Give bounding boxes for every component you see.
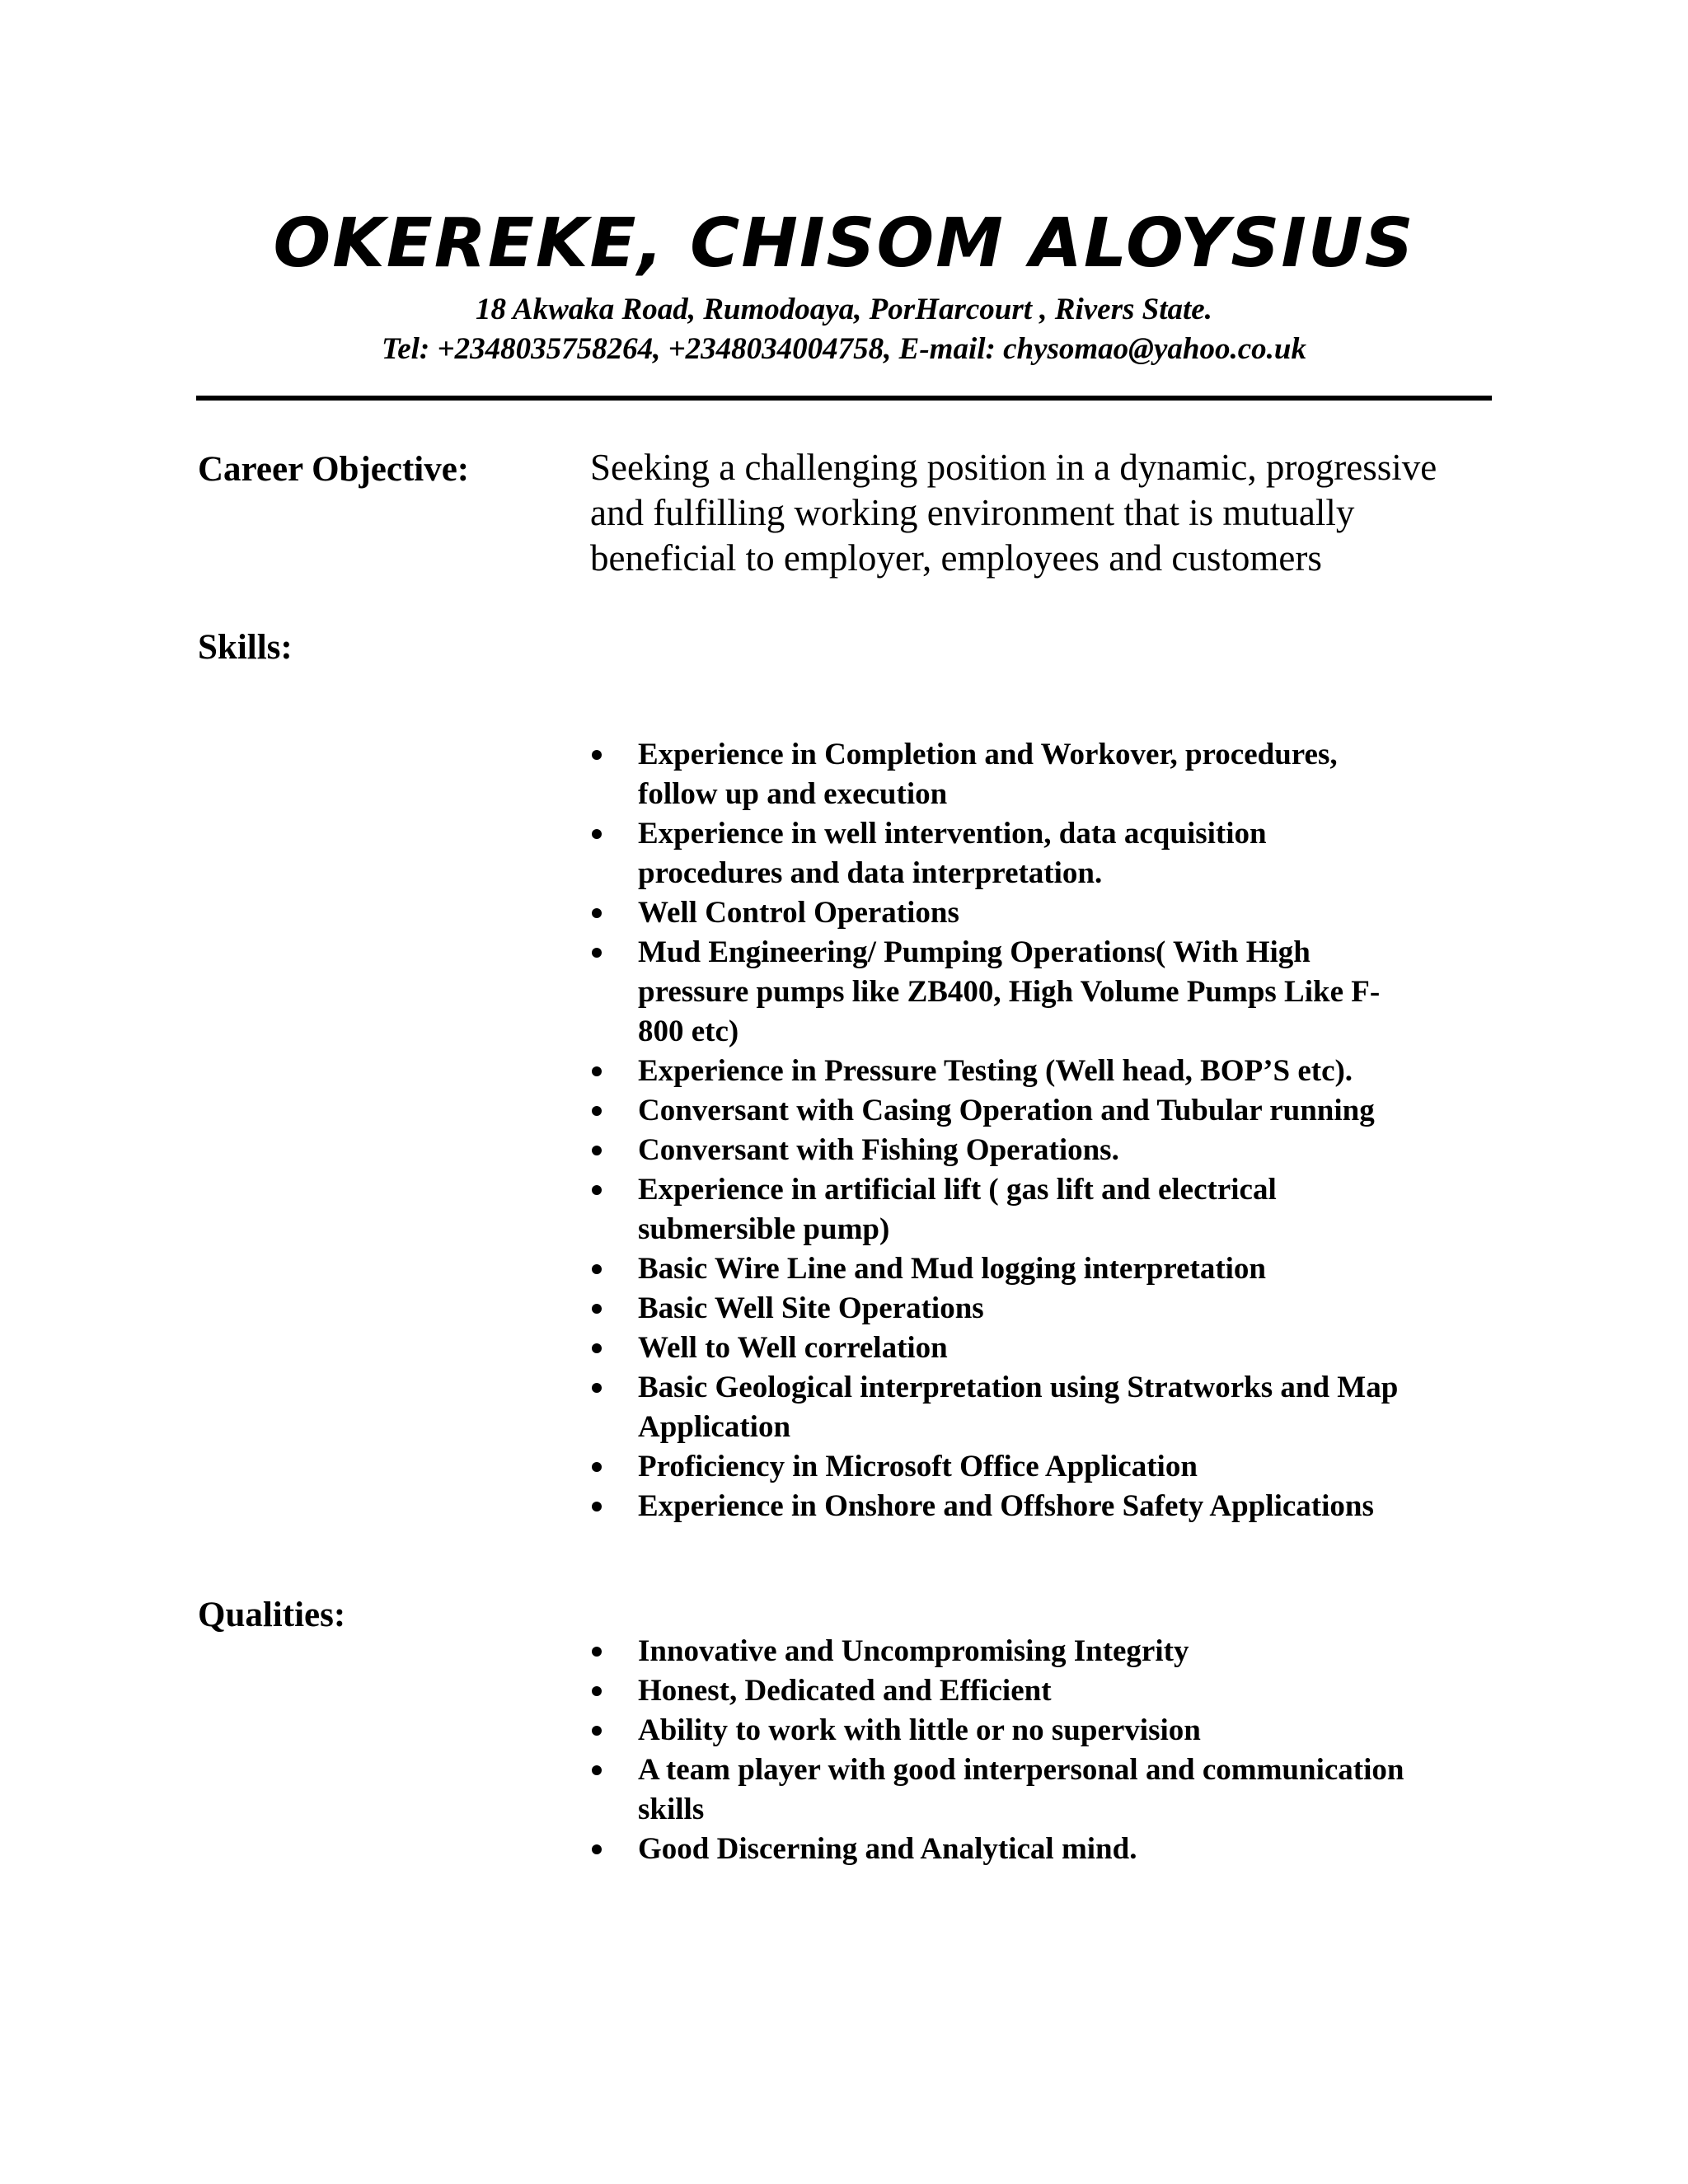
bullet-icon bbox=[592, 1686, 602, 1696]
skill-item bbox=[590, 814, 1505, 893]
skill-item-text: Basic Well Site Operations bbox=[638, 1291, 984, 1325]
skill-item-text: Experience in artificial lift ( gas lift and electrical bbox=[638, 1173, 1277, 1207]
skill-item-text: Well Control Operations bbox=[638, 896, 959, 930]
qualitie-item-text: skills bbox=[638, 1793, 705, 1826]
bullet-icon bbox=[592, 1502, 602, 1511]
objective-line: and fulfilling working environment that is mutually bbox=[590, 492, 1355, 533]
skill-item bbox=[590, 1447, 1505, 1487]
bullet-icon bbox=[592, 1343, 602, 1353]
bullet-icon bbox=[592, 1383, 602, 1393]
qualitie-item bbox=[590, 1711, 1505, 1750]
bullet-icon bbox=[592, 1726, 602, 1736]
skill-item bbox=[590, 1131, 1505, 1170]
skill-item-text: Conversant with Fishing Operations. bbox=[638, 1133, 1119, 1167]
skill-item bbox=[590, 1249, 1505, 1289]
bullet-icon bbox=[592, 1844, 602, 1854]
skill-item-text: Mud Engineering/ Pumping Operations( With High bbox=[638, 935, 1311, 969]
bullet-icon bbox=[592, 1146, 602, 1155]
skill-item-text: Proficiency in Microsoft Office Application bbox=[638, 1450, 1198, 1483]
qualities-label: Qualities: bbox=[198, 1596, 346, 1634]
qualitie-item bbox=[590, 1750, 1505, 1830]
skill-item bbox=[590, 1368, 1505, 1447]
qualitie-item-text: Ability to work with little or no supervision bbox=[638, 1713, 1201, 1747]
bullet-icon bbox=[592, 1647, 602, 1657]
address-line: 18 Akwaka Road, Rumodoaya, PorHarcourt , Rivers State. bbox=[476, 293, 1212, 326]
skill-item bbox=[590, 1487, 1505, 1526]
bullet-icon bbox=[592, 908, 602, 918]
qualitie-item bbox=[590, 1671, 1505, 1711]
skill-item-text: Application bbox=[638, 1410, 791, 1444]
objective-line: Seeking a challenging position in a dynamic, progressive bbox=[590, 447, 1437, 488]
qualitie-item-text: A team player with good interpersonal and communication bbox=[638, 1753, 1404, 1787]
qualitie-item bbox=[590, 1830, 1505, 1869]
bullet-icon bbox=[592, 1106, 602, 1116]
skill-item bbox=[590, 735, 1505, 814]
skill-item-text: 800 etc) bbox=[638, 1015, 739, 1048]
career-objective-text bbox=[590, 445, 1513, 581]
skill-item-text: Experience in well intervention, data acquisition bbox=[638, 817, 1267, 851]
skill-item-text: pressure pumps like ZB400, High Volume Pumps Like F- bbox=[638, 975, 1381, 1009]
contact-line: Tel: +2348035758264, +2348034004758, E-mail: chysomao@yahoo.co.uk bbox=[382, 332, 1306, 366]
bullet-icon bbox=[592, 1304, 602, 1314]
skill-item bbox=[590, 893, 1505, 933]
bullet-icon bbox=[592, 1185, 602, 1195]
skill-item bbox=[590, 933, 1505, 1052]
skill-item bbox=[590, 1170, 1505, 1249]
bullet-icon bbox=[592, 1765, 602, 1775]
candidate-name: OKEREKE, CHISOM ALOYSIUS bbox=[273, 204, 1415, 283]
skill-item-text: submersible pump) bbox=[638, 1212, 890, 1246]
bullet-icon bbox=[592, 1462, 602, 1472]
skill-item-text: Basic Wire Line and Mud logging interpretation bbox=[638, 1252, 1267, 1286]
qualitie-item-text: Good Discerning and Analytical mind. bbox=[638, 1832, 1137, 1866]
bullet-icon bbox=[592, 1264, 602, 1274]
skill-item bbox=[590, 1289, 1505, 1329]
qualitie-item-text: Honest, Dedicated and Efficient bbox=[638, 1674, 1052, 1708]
bullet-icon bbox=[592, 948, 602, 958]
skill-item-text: Conversant with Casing Operation and Tubular running bbox=[638, 1094, 1375, 1127]
skill-item-text: procedures and data interpretation. bbox=[638, 856, 1103, 890]
objective-line: beneficial to employer, employees and customers bbox=[590, 537, 1322, 579]
career-objective-label: Career Objective: bbox=[198, 450, 470, 489]
bullet-icon bbox=[592, 750, 602, 760]
skills-label: Skills: bbox=[198, 628, 293, 667]
bullet-icon bbox=[592, 829, 602, 839]
skill-item bbox=[590, 1329, 1505, 1368]
qualitie-item-text: Innovative and Uncompromising Integrity bbox=[638, 1634, 1189, 1668]
skill-item bbox=[590, 1091, 1505, 1131]
qualities-list bbox=[590, 1632, 1505, 1869]
skills-list bbox=[590, 735, 1505, 1526]
skill-item-text: Experience in Completion and Workover, procedures, bbox=[638, 738, 1338, 771]
bullet-icon bbox=[592, 1066, 602, 1076]
qualitie-item bbox=[590, 1632, 1505, 1671]
skill-item-text: Experience in Pressure Testing (Well head, BOP’S etc). bbox=[638, 1054, 1353, 1088]
skill-item-text: Well to Well correlation bbox=[638, 1331, 948, 1365]
skill-item bbox=[590, 1052, 1505, 1091]
skill-item-text: Basic Geological interpretation using Stratworks and Map bbox=[638, 1371, 1399, 1404]
skill-item-text: follow up and execution bbox=[638, 777, 948, 811]
skill-item-text: Experience in Onshore and Offshore Safety Applications bbox=[638, 1489, 1374, 1523]
header-divider bbox=[196, 396, 1492, 401]
